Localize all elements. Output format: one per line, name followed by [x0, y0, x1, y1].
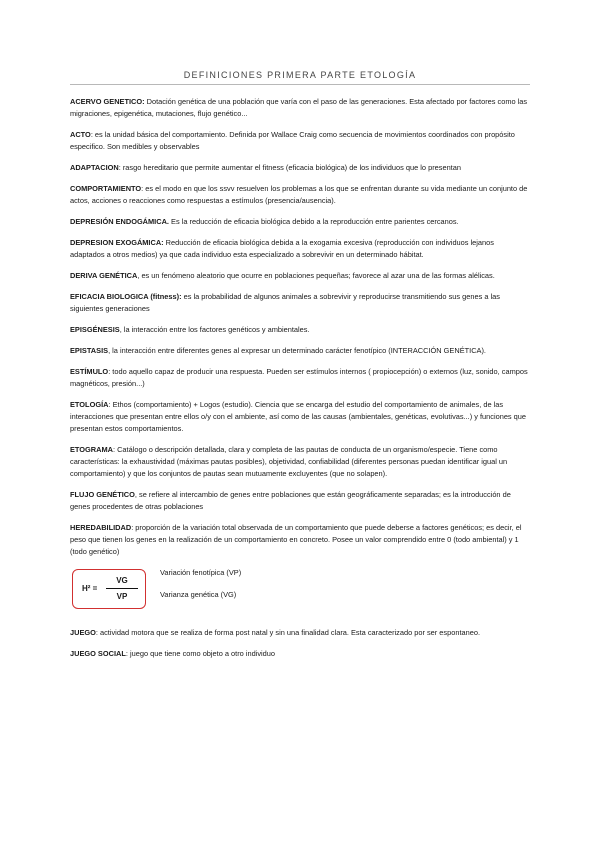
definition-text: : todo aquello capaz de producir una respuesta. Pueden ser estímulos internos ( propiocepción) o externos (luz, sonido, campos magnéticos, presión...)	[70, 367, 528, 388]
formula-legend-vg: Varianza genética (VG)	[160, 590, 237, 599]
definition-entry	[70, 444, 530, 480]
definition-entry	[70, 324, 530, 336]
page-title: DEFINICIONES PRIMERA PARTE ETOLOGÍA	[183, 70, 417, 80]
definition-entry	[70, 162, 530, 174]
formula-box	[72, 569, 146, 609]
definition-term: ESTÍMULO	[70, 367, 109, 376]
definitions-list	[70, 96, 530, 669]
definition-entry	[70, 345, 530, 357]
definition-term: ADAPTACION	[70, 163, 119, 172]
definition-text: : proporción de la variación total observada de un comportamiento que puede deberse a factores genéticos; es decir, el peso que tienen los genes en la realización de un comportamiento en concreto. Posee un valor comprendido entre 0 (todo ambiental) y 1 (todo genético)	[70, 523, 522, 556]
formula-numerator: VG	[116, 576, 128, 585]
definition-term: EPISTASIS	[70, 346, 109, 355]
formula-fraction	[106, 575, 138, 603]
definition-text: Es la reducción de eficacia biológica debido a la reproducción entre parientes cercanos.	[168, 217, 459, 226]
definition-entry	[70, 489, 530, 513]
definition-text: , se refiere al intercambio de genes entre poblaciones que están geográficamente separadas; es la introducción de genes procedentes de otras poblaciones	[70, 490, 511, 511]
definition-text: : actividad motora que se realiza de forma post natal y sin una finalidad clara. Esta caracterizado por ser espontaneo.	[95, 628, 480, 637]
fraction-bar	[106, 588, 138, 589]
formula-legend-vp: Variación fenotípica (VP)	[160, 568, 242, 577]
definition-text: Reducción de eficacia biológica debida a la exogamia excesiva (reproducción con individuos lejanos adaptados a otros medios) ya que cada individuo esta especializado a sobrevivir en un determinado hábitat.	[70, 238, 494, 259]
definition-text: , la interacción entre los factores genéticos y ambientales.	[119, 325, 310, 334]
definition-text: : es el modo en que los ssvv resuelven los problemas a los que se enfrentan durante su vida mediante un conjunto de actos, acciones o reacciones como respuestas a estímulos (presencia/ausencia).	[70, 184, 528, 205]
definition-term: DEPRESIÓN ENDOGÁMICA.	[70, 217, 169, 226]
definition-text: , es un fenómeno aleatorio que ocurre en poblaciones pequeñas; favorece al azar una de las formas alélicas.	[137, 271, 495, 280]
definition-term: FLUJO GENÉTICO	[70, 490, 135, 499]
definition-entry	[70, 522, 530, 558]
definition-entry	[70, 291, 530, 315]
definition-text: : Ethos (comportamiento) + Logos (estudio). Ciencia que se encarga del estudio del comportamiento de animales, de las interacciones que presentan entre ellos o/y con el ambiente, así como de las causas (ambientales, genéticas, evolutivas...) y funciones que presentan estos comportamientos.	[70, 400, 527, 433]
definition-entry	[70, 627, 530, 639]
definition-text: es la probabilidad de algunos animales a sobrevivir y reproducirse transmitiendo sus genes a las siguientes generaciones	[70, 292, 500, 313]
definition-text: : juego que tiene como objeto a otro individuo	[125, 649, 276, 658]
definition-term: ETOLOGÍA	[70, 400, 109, 409]
definition-term: ETOGRAMA	[70, 445, 113, 454]
definition-term: EPISGÉNESIS	[70, 325, 120, 334]
definition-term: JUEGO SOCIAL	[70, 649, 126, 658]
definition-entry	[70, 270, 530, 282]
definition-text: : es la unidad básica del comportamiento. Definida por Wallace Craig como secuencia de movimientos coordinados con propósito especifico. Son medibles y observables	[70, 130, 515, 151]
definition-term: DERIVA GENÉTICA	[70, 271, 138, 280]
definition-term: HEREDABILIDAD	[70, 523, 132, 532]
definition-entry	[70, 366, 530, 390]
definition-text: : Catálogo o descripción detallada, clara y completa de las pautas de conducta de un organismo/especie. Tiene como características: la exhaustividad (máximas pautas posibles), objetividad, confiabilidad (diferentes personas puedan identificar igual un comportamiento) y que los conjuntos de pautas sean mutuamente excluyentes (que no solapen).	[70, 445, 508, 478]
definition-entry	[70, 96, 530, 120]
definition-entry	[70, 129, 530, 153]
definitions-group-2	[70, 627, 530, 660]
definition-term: ACTO	[70, 130, 91, 139]
definition-term: JUEGO	[70, 628, 96, 637]
definitions-group-1	[70, 96, 530, 558]
definition-entry	[70, 237, 530, 261]
formula-lhs: H² =	[82, 584, 98, 593]
definition-entry	[70, 648, 530, 660]
definition-term: ACERVO GENETICO:	[70, 97, 145, 106]
title-underline	[70, 84, 530, 85]
definition-term: DEPRESION EXOGÁMICA:	[70, 238, 164, 247]
definition-entry	[70, 399, 530, 435]
definition-text: Dotación genética de una población que varía con el paso de las generaciones. Esta afectado por factores como las migraciones, epigenética, mutaciones, flujo genético...	[70, 97, 528, 118]
definition-text: , la interacción entre diferentes genes al expresar un determinado carácter fenotípico (INTERACCIÓN GENÉTICA).	[108, 346, 486, 355]
definition-entry	[70, 183, 530, 207]
definition-entry	[70, 216, 530, 228]
definition-term: COMPORTAMIENTO	[70, 184, 142, 193]
definition-term: EFICACIA BIOLOGICA (fitness):	[70, 292, 182, 301]
formula-denominator: VP	[116, 592, 128, 601]
definition-text: : rasgo hereditario que permite aumentar el fitness (eficacia biológica) de los individuos que lo presentan	[118, 163, 461, 172]
heritability-formula	[70, 567, 530, 613]
